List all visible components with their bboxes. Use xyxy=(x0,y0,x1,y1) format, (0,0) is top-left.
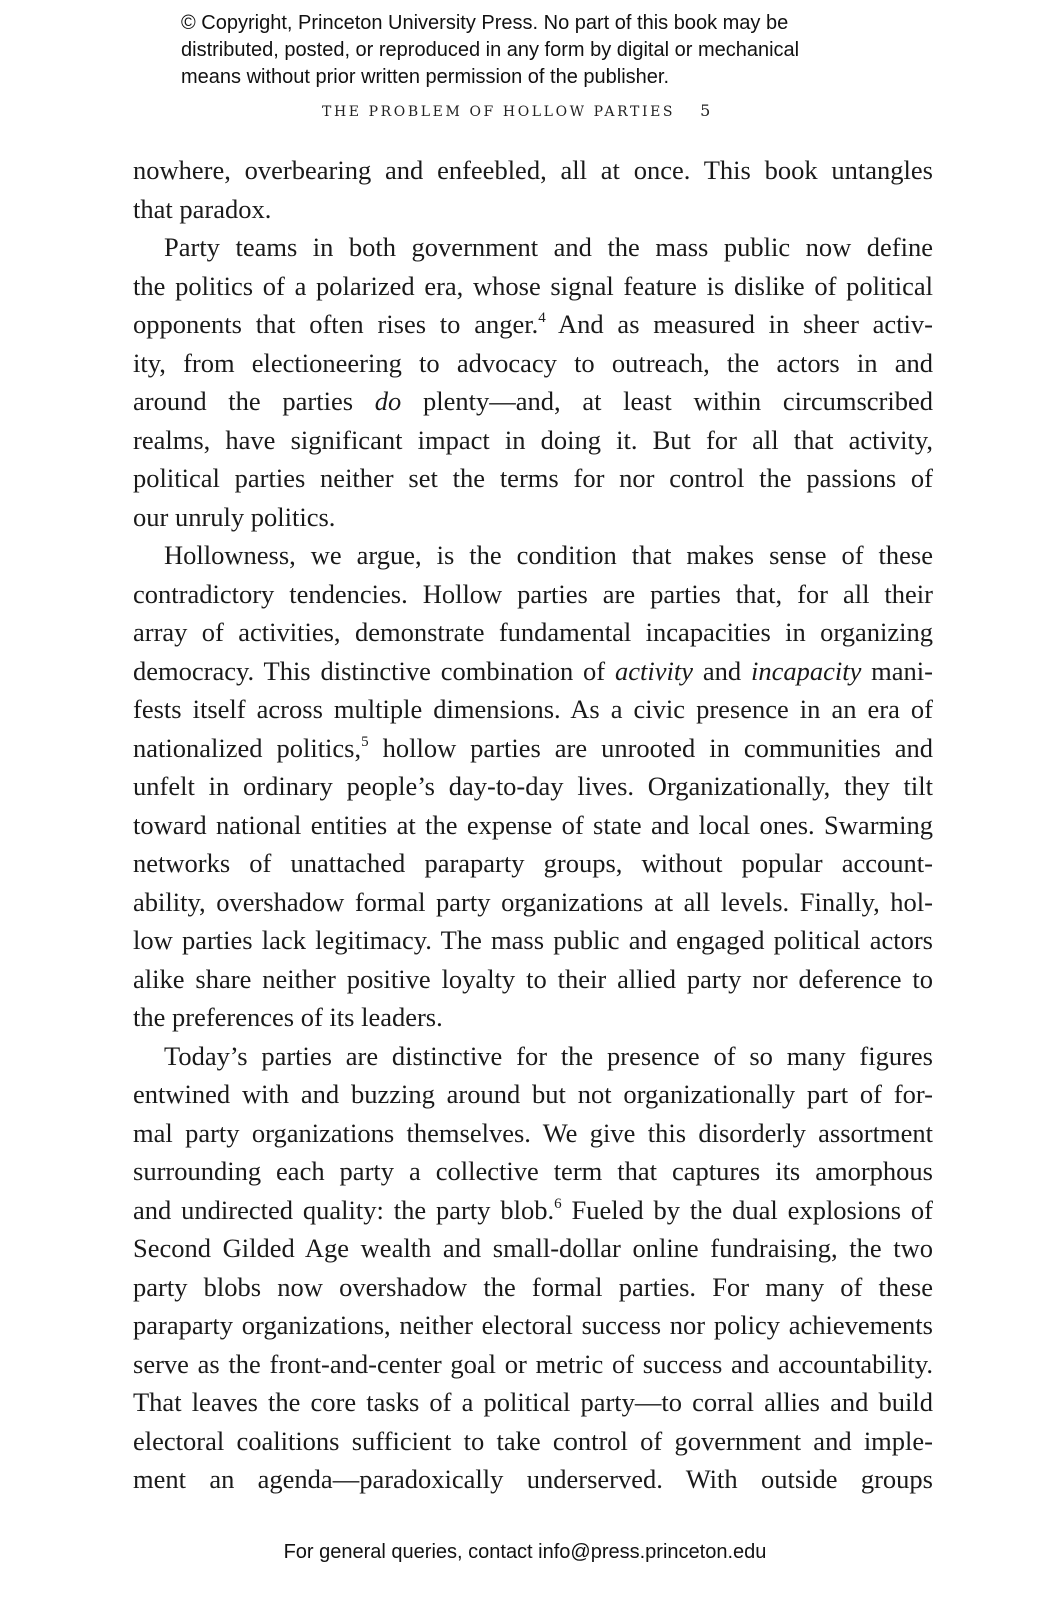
text-run: Second Gilded Age wealth and small-dollar online fundraising, the two xyxy=(133,1233,933,1263)
text-run: Party teams in both government and the mass public now define xyxy=(164,232,933,262)
text-run: electoral coalitions sufficient to take control of government and imple- xyxy=(133,1425,933,1456)
text-run: Hollowness, we argue, is the condition that makes sense of these xyxy=(164,540,933,570)
text-line xyxy=(133,767,933,806)
text-line xyxy=(133,998,933,1037)
text-line xyxy=(133,1191,933,1230)
text-run: mani- xyxy=(861,655,933,686)
text-line xyxy=(133,536,933,575)
text-line xyxy=(133,228,933,267)
text-line xyxy=(133,190,933,229)
text-line xyxy=(133,806,933,845)
text-run: unfelt in ordinary people’s day-to-day lives. Organizationally, they tilt xyxy=(133,771,933,801)
text-line xyxy=(133,421,933,460)
text-run: That leaves the core tasks of a political party—to corral allies and build xyxy=(133,1387,933,1417)
text-line xyxy=(133,1114,933,1153)
running-head-title: THE PROBLEM OF HOLLOW PARTIES xyxy=(322,104,676,120)
copyright-line: © Copyright, Princeton University Press. No part of this book may be xyxy=(181,12,789,34)
text-line xyxy=(133,1075,933,1114)
running-head xyxy=(322,101,710,120)
text-run: democracy. This distinctive combination of xyxy=(133,655,615,686)
text-line xyxy=(133,844,933,883)
text-run: ment an agenda—paradoxically underserved. With outside groups xyxy=(133,1464,933,1494)
text-run: that paradox. xyxy=(133,193,272,224)
text-run: And as measured in sheer activ- xyxy=(545,309,933,339)
text-run: mal party organizations themselves. We give this disorderly assortment xyxy=(133,1117,933,1148)
text-run: and xyxy=(692,655,751,686)
copyright-line: means without prior written permission of the publisher. xyxy=(181,66,670,88)
text-line xyxy=(133,305,933,344)
text-line xyxy=(133,613,933,652)
text-run: contradictory tendencies. Hollow parties are parties that, for all their xyxy=(133,578,933,609)
text-line xyxy=(133,344,933,383)
text-run: surrounding each party a collective term that captures its amorphous xyxy=(133,1156,933,1186)
text-run: opponents that often rises to anger. xyxy=(133,309,539,339)
text-run: Fueled by the dual explosions of xyxy=(561,1194,934,1225)
text-line xyxy=(133,921,933,960)
text-line xyxy=(133,1306,933,1345)
emphasis: activity xyxy=(614,655,693,686)
text-run: ability, overshadow formal party organizations at all levels. Finally, hol- xyxy=(133,886,933,917)
footnote-ref: 6 xyxy=(554,1195,562,1212)
text-line xyxy=(133,1383,933,1422)
text-run: around the parties xyxy=(133,386,375,416)
body-text xyxy=(133,151,933,1499)
text-run: toward national entities at the expense of state and local ones. Swarming xyxy=(133,809,933,840)
text-run: and undirected quality: the party blob. xyxy=(133,1194,555,1225)
text-line xyxy=(133,459,933,498)
text-run: political parties neither set the terms for nor control the passions of xyxy=(133,463,933,493)
text-line xyxy=(133,652,933,691)
text-line xyxy=(133,960,933,999)
text-line xyxy=(133,151,933,190)
copyright-notice xyxy=(181,10,941,91)
emphasis: incapacity xyxy=(750,655,862,686)
text-line xyxy=(133,1268,933,1307)
text-line xyxy=(133,1345,933,1384)
text-run: array of activities, demonstrate fundamental incapacities in organizing xyxy=(133,617,933,647)
text-run: hollow parties are unrooted in communities and xyxy=(368,732,933,763)
text-run: serve as the front-and-center goal or metric of success and accountability. xyxy=(133,1348,933,1379)
text-run: party blobs now overshadow the formal parties. For many of these xyxy=(133,1271,933,1302)
text-run: nationalized politics, xyxy=(133,732,362,763)
text-line xyxy=(133,1422,933,1461)
footer-contact: For general queries, contact info@press.princeton.edu xyxy=(283,1541,767,1563)
text-run: the preferences of its leaders. xyxy=(133,1002,443,1032)
text-run: networks of unattached paraparty groups, without popular account- xyxy=(133,848,933,878)
footnote-ref: 5 xyxy=(361,733,369,750)
text-line xyxy=(133,1460,933,1499)
text-run: plenty—and, at least within circumscribed xyxy=(401,386,933,416)
text-line xyxy=(133,498,933,537)
text-line xyxy=(133,267,933,306)
text-line xyxy=(133,729,933,768)
text-run: ity, from electioneering to advocacy to outreach, the actors in and xyxy=(133,347,933,378)
emphasis: do xyxy=(374,386,402,416)
footnote-ref: 4 xyxy=(538,310,546,326)
text-run: nowhere, overbearing and enfeebled, all at once. This book untangles xyxy=(133,155,933,185)
text-run: entwined with and buzzing around but not organizationally part of for- xyxy=(133,1079,933,1109)
text-run: realms, have significant impact in doing it. But for all that activity, xyxy=(133,424,933,455)
text-run: alike share neither positive loyalty to their allied party nor deference to xyxy=(133,963,933,994)
text-run: Today’s parties are distinctive for the presence of so many figures xyxy=(164,1040,933,1071)
text-run: paraparty organizations, neither electoral success nor policy achievements xyxy=(133,1310,933,1340)
text-line xyxy=(133,575,933,614)
text-line xyxy=(133,1037,933,1076)
text-line xyxy=(133,1152,933,1191)
page-number: 5 xyxy=(700,101,711,120)
text-run: the politics of a polarized era, whose signal feature is dislike of political xyxy=(133,270,933,301)
text-run: fests itself across multiple dimensions. As a civic presence in an era of xyxy=(133,694,933,724)
text-run: our unruly politics. xyxy=(133,501,336,532)
text-line xyxy=(133,382,933,421)
text-line xyxy=(133,1229,933,1268)
copyright-line: distributed, posted, or reproduced in any form by digital or mechanical xyxy=(181,39,800,61)
text-run: low parties lack legitimacy. The mass public and engaged political actors xyxy=(133,925,933,955)
text-line xyxy=(133,690,933,729)
text-line xyxy=(133,883,933,922)
